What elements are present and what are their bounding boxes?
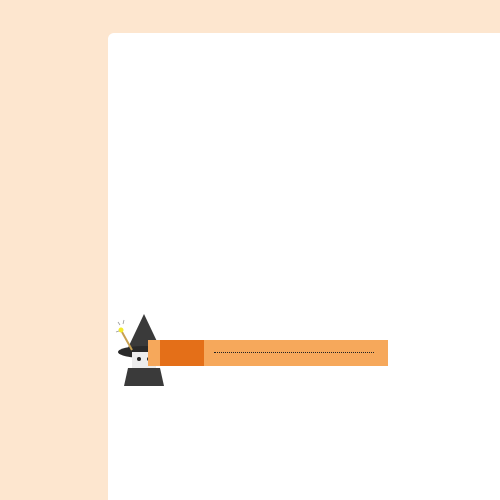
chapter-band (148, 340, 388, 366)
chapter-label (160, 340, 204, 366)
book-page (108, 33, 500, 500)
chapter-title-row[interactable] (212, 340, 376, 366)
